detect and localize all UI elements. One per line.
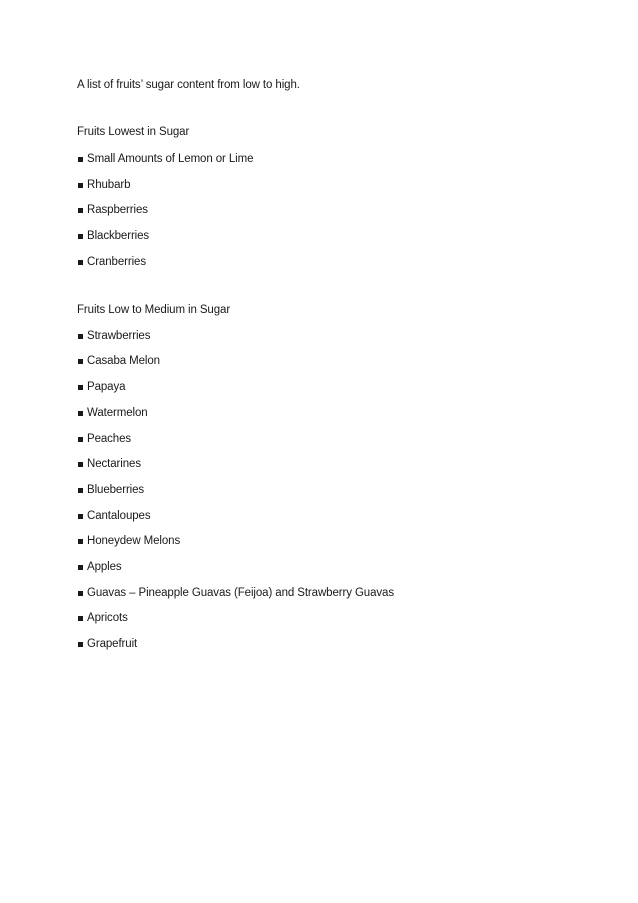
- bullet-icon: [78, 234, 83, 239]
- bullet-icon: [78, 359, 83, 364]
- list-item: Apples: [77, 560, 122, 574]
- list-item: Papaya: [77, 380, 125, 394]
- bullet-icon: [78, 260, 83, 265]
- list-item: Peaches: [77, 432, 131, 446]
- list-item: Apricots: [77, 611, 128, 625]
- list-item: Nectarines: [77, 457, 141, 471]
- list-item: Cranberries: [77, 255, 146, 269]
- bullet-icon: [78, 514, 83, 519]
- bullet-icon: [78, 591, 83, 596]
- section-heading-lowest: Fruits Lowest in Sugar: [77, 126, 190, 138]
- bullet-icon: [78, 385, 83, 390]
- bullet-icon: [78, 157, 83, 162]
- list-item: Strawberries: [77, 329, 150, 343]
- section-heading-low-medium: Fruits Low to Medium in Sugar: [77, 304, 231, 316]
- list-item: Guavas – Pineapple Guavas (Feijoa) and Strawberry Guavas: [77, 586, 394, 600]
- list-item: Casaba Melon: [77, 354, 160, 368]
- list-item: Small Amounts of Lemon or Lime: [77, 152, 253, 166]
- list-item: Blackberries: [77, 229, 149, 243]
- bullet-icon: [78, 539, 83, 544]
- list-item: Cantaloupes: [77, 509, 150, 523]
- list-item: Raspberries: [77, 203, 148, 217]
- list-item: Honeydew Melons: [77, 534, 180, 548]
- bullet-icon: [78, 565, 83, 570]
- bullet-icon: [78, 616, 83, 621]
- bullet-icon: [78, 462, 83, 467]
- bullet-icon: [78, 183, 83, 188]
- list-item: Rhubarb: [77, 178, 130, 192]
- bullet-icon: [78, 488, 83, 493]
- bullet-icon: [78, 208, 83, 213]
- bullet-icon: [78, 642, 83, 647]
- bullet-icon: [78, 437, 83, 442]
- bullet-icon: [78, 411, 83, 416]
- list-item: Grapefruit: [77, 637, 137, 651]
- list-item: Blueberries: [77, 483, 144, 497]
- list-item: Watermelon: [77, 406, 148, 420]
- bullet-icon: [78, 334, 83, 339]
- intro-text: A list of fruits’ sugar content from low to high.: [77, 79, 300, 91]
